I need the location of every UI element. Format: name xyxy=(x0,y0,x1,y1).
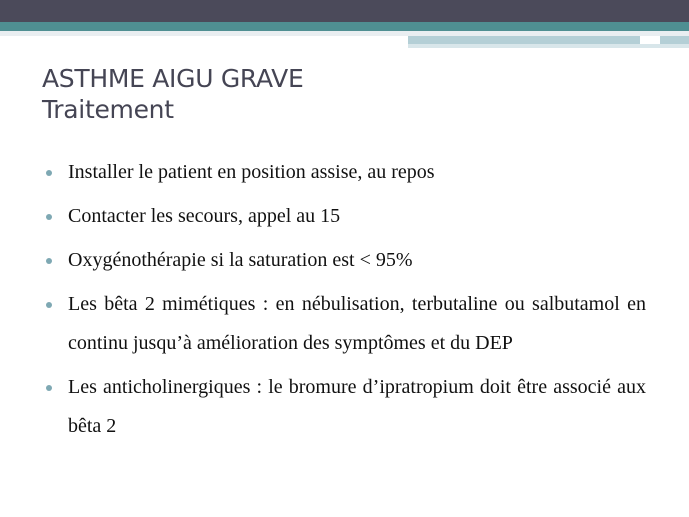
bullet-item xyxy=(46,285,646,363)
header-accent-bar-thin xyxy=(408,44,689,48)
bullet-dot-icon xyxy=(46,214,52,220)
slide-title-sub: Traitement xyxy=(42,95,174,124)
bullet-text: Oxygénothérapie si la saturation est < 95% xyxy=(68,249,413,271)
bullet-item xyxy=(46,197,646,236)
bullet-dot-icon xyxy=(46,258,52,264)
bullet-item xyxy=(46,241,646,280)
slide-title-main: ASTHME AIGU GRAVE xyxy=(42,64,304,93)
bullet-list xyxy=(46,153,646,451)
bullet-dot-icon xyxy=(46,170,52,176)
bullet-item xyxy=(46,153,646,192)
header-accent-gap xyxy=(640,36,660,44)
bullet-text: Installer le patient en position assise, au repos xyxy=(68,161,435,183)
bullet-text: Les anticholinergiques : le bromure d’ipratropium doit être associé aux bêta 2 xyxy=(68,376,646,437)
bullet-dot-icon xyxy=(46,385,52,391)
bullet-text: Les bêta 2 mimétiques : en nébulisation, terbutaline ou salbutamol en continu jusqu’à amélioration des symptômes et du DEP xyxy=(68,293,646,354)
bullet-text: Contacter les secours, appel au 15 xyxy=(68,205,341,227)
header-dark-bar xyxy=(0,0,689,22)
header-teal-bar xyxy=(0,22,689,31)
bullet-item xyxy=(46,368,646,446)
bullet-dot-icon xyxy=(46,302,52,308)
slide-title xyxy=(42,63,303,125)
